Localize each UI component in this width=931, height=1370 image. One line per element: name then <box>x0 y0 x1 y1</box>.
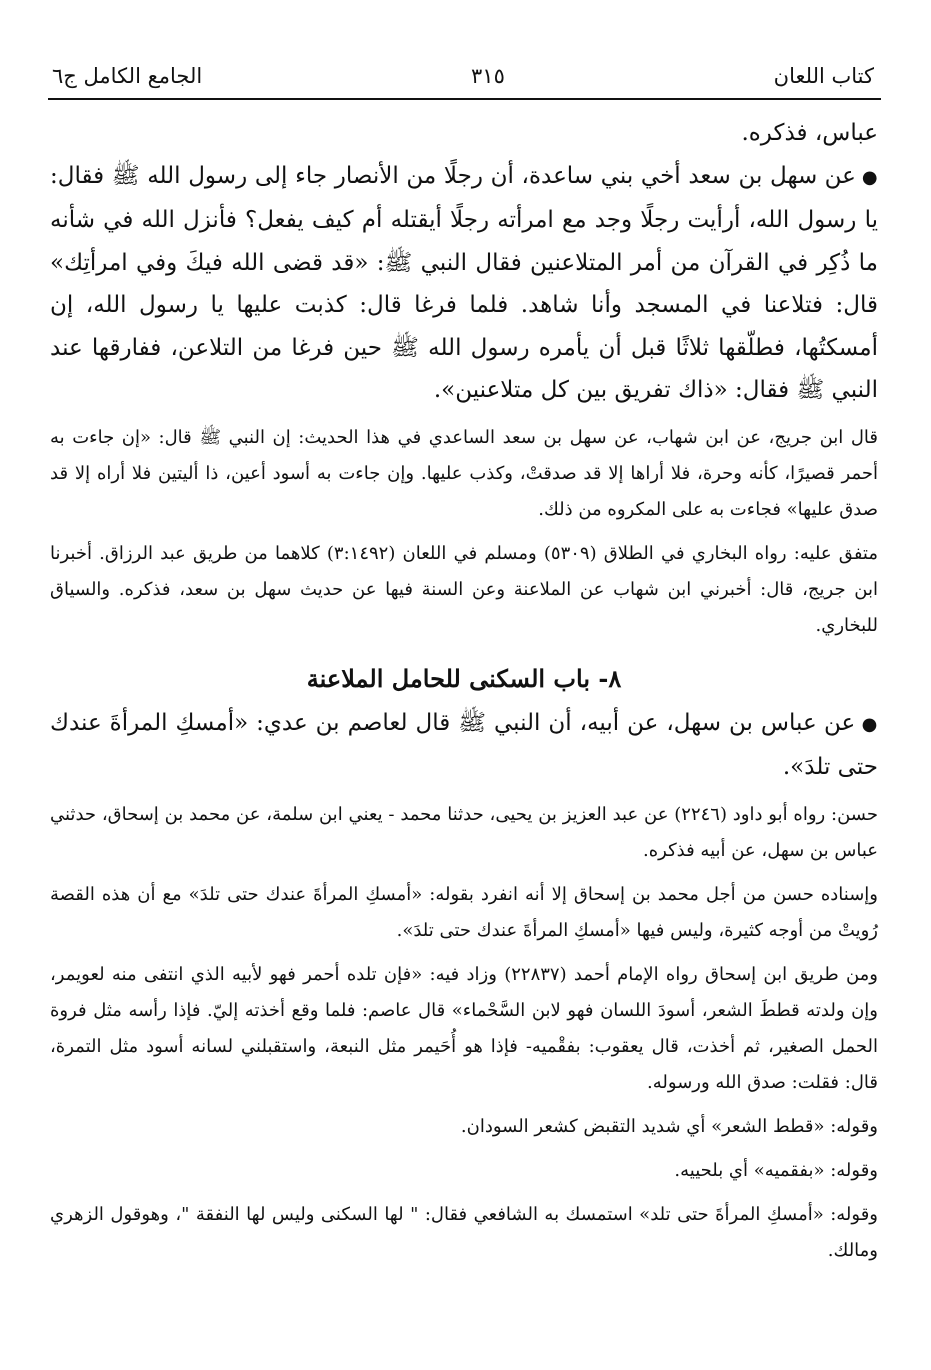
continuation-text: عباس، فذكره. <box>741 120 878 146</box>
page-number: ٣١٥ <box>471 64 505 88</box>
takhrij-paragraph: متفق عليه: رواه البخاري في الطلاق (٥٣٠٩) ومسلم في اللعان (٣:١٤٩٢) كلاهما من طريق عبد الرزاق. أخبرنا ابن جريج، قال: أخبرني ابن شهاب عن الملاعنة وعن السنة فيها عن حديث سهل بن سعد، فذكره. والسياق للبخاري. <box>50 542 879 636</box>
bullet-icon: ● <box>855 166 878 188</box>
commentary-paragraph: قال ابن جريج، عن ابن شهاب، عن سهل بن سعد الساعدي في هذا الحديث: إن النبي ﷺ قال: «إن جاءت به أحمر قصيرًا، كأنه وحرة، فلا أراها إلا قد صدقتْ، وكذب عليها. وإن جاءت به أسود أعين، ذا أليتين فلا أراه إلا قد صدق عليها» فجاءت به على المكروه من ذلك. <box>50 426 879 520</box>
bullet-icon: ● <box>855 713 878 735</box>
hadith-paragraph <box>50 702 878 789</box>
page-body <box>50 112 878 1269</box>
hadith-text: عن سهل بن سعد أخي بني ساعدة، أن رجلًا من الأنصار جاء إلى رسول الله ﷺ فقال: يا رسول الله، أرأيت رجلًا وجد مع امرأته رجلًا أيقتله أم كيف يفعل؟ فأنزل الله في شأنه ما ذُكِر في القرآن من أمر المتلاعنين فقال النبي ﷺ: «قد قضى الله فيكَ وفي امرأتِك» قال: فتلاعنا في المسجد وأنا شاهد. فلما فرغا قال: كذبت عليها يا رسول الله، إن أمسكتُها، فطلّقها ثلاثًا قبل أن يأمره رسول الله ﷺ حين فرغا من التلاعن، ففارقها عند النبي ﷺ فقال: «ذاك تفريق بين كل متلاعنين». <box>50 162 878 403</box>
takhrij-paragraph: حسن: رواه أبو داود (٢٢٤٦) عن عبد العزيز بن يحيى، حدثنا محمد - يعني ابن سلمة، عن محمد بن إسحاق، حدثني عباس بن سهل، عن أبيه فذكره. <box>50 803 878 861</box>
commentary-paragraph: وقوله: «أمسكِ المرأةَ حتى تلد» استمسك به الشافعي فقال: " لها السكنى وليس لها النفقة "، وهوقول الزهري ومالك. <box>50 1203 878 1261</box>
commentary-paragraph: وإسناده حسن من أجل محمد بن إسحاق إلا أنه انفرد بقوله: «أمسكِ المرأةَ عندك حتى تلدَ» مع أن هذه القصة رُويتْ من أوجه كثيرة، وليس فيها «أمسكِ المرأةَ عندك حتى تلدَ». <box>50 883 878 941</box>
chapter-heading: ٨- باب السكنى للحامل الملاعنة <box>306 663 622 693</box>
header-rule <box>48 98 881 100</box>
chapter-title: كتاب اللعان <box>773 64 874 88</box>
commentary-paragraph: وقوله: «بفقميه» أي بلحييه. <box>674 1159 878 1181</box>
hadith-paragraph <box>50 155 878 412</box>
book-title: الجامع الكامل ج٦ <box>52 64 203 88</box>
commentary-paragraph: ومن طريق ابن إسحاق رواه الإمام أحمد (٢٢٨٣٧) وزاد فيه: «فإن تلده أحمر فهو لأبيه الذي انتفى منه لعويمر، وإن ولدته قططَ الشعر، أسودَ اللسان فهو لابن السَّحْماء» قال عاصم: فلما وقع أخذته إليّ. فإذا رأسه مثل فروة الحمل الصغير، ثم أخذت، قال يعقوب: بفقْميه- فإذا هو أُحَيمر مثل النبعة، واستقبلني لسانه أسود مثل التمرة، قال: فقلت: صدق الله ورسوله. <box>50 963 878 1093</box>
running-header <box>52 52 874 88</box>
hadith-text: عن عباس بن سهل، عن أبيه، أن النبي ﷺ قال لعاصم بن عدي: «أمسكِ المرأةَ عندك حتى تلدَ». <box>50 709 878 780</box>
commentary-paragraph: وقوله: «قطط الشعر» أي شديد التقبض كشعر السودان. <box>460 1115 878 1137</box>
